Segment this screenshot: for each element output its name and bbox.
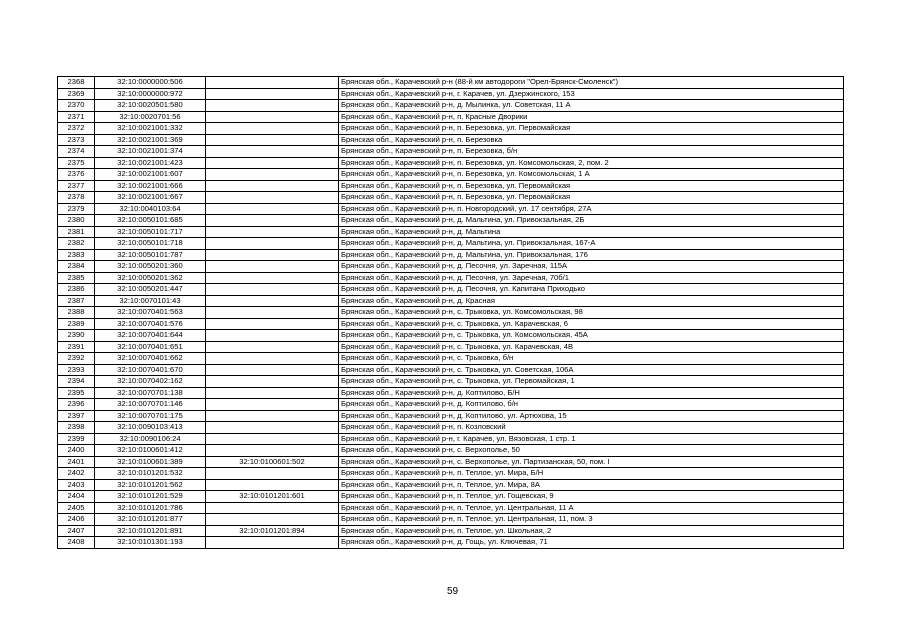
page-number: 59 [446,586,459,597]
table-row [58,261,844,273]
previous-cadastral-number-cell [206,203,339,215]
address-cell: Брянская обл., Карачевский р-н, с. Верхополье, ул. Партизанская, 50, пом. I [339,456,844,468]
previous-cadastral-number-cell [206,215,339,227]
previous-cadastral-number-cell: 32:10:0100601:502 [206,456,339,468]
cadastral-number-cell: 32:10:0050101:717 [95,226,206,238]
table-row [58,295,844,307]
row-number-cell: 2402 [58,468,95,480]
cadastral-number-cell: 32:10:0100601:412 [95,445,206,457]
previous-cadastral-number-cell [206,537,339,549]
cadastral-number-cell: 32:10:0021001:667 [95,192,206,204]
table-row [58,330,844,342]
address-cell: Брянская обл., Карачевский р-н, п. Березовка, ул. Первомайская [339,192,844,204]
row-number-cell: 2408 [58,537,95,549]
cadastral-number-cell: 32:10:0070401:651 [95,341,206,353]
previous-cadastral-number-cell [206,169,339,181]
table-row [58,307,844,319]
address-cell: Брянская обл., Карачевский р-н, п. Новгородский, ул. 17 сентября, 27А [339,203,844,215]
row-number-cell: 2406 [58,514,95,526]
previous-cadastral-number-cell [206,272,339,284]
address-cell: Брянская обл., Карачевский р-н, д. Мальтина, ул. Привокзальная, 167-А [339,238,844,250]
row-number-cell: 2391 [58,341,95,353]
previous-cadastral-number-cell [206,295,339,307]
cadastral-number-cell: 32:10:0050101:787 [95,249,206,261]
address-cell: Брянская обл., Карачевский р-н, г. Карачев, ул. Вязовская, 1 стр. 1 [339,433,844,445]
row-number-cell: 2381 [58,226,95,238]
table-row [58,272,844,284]
row-number-cell: 2379 [58,203,95,215]
address-cell: Брянская обл., Карачевский р-н, п. Теплое, ул. Мира, 8А [339,479,844,491]
previous-cadastral-number-cell [206,422,339,434]
cadastral-number-cell: 32:10:0050101:685 [95,215,206,227]
previous-cadastral-number-cell [206,192,339,204]
previous-cadastral-number-cell [206,134,339,146]
cadastral-number-cell: 32:10:0070401:644 [95,330,206,342]
previous-cadastral-number-cell [206,399,339,411]
row-number-cell: 2407 [58,525,95,537]
previous-cadastral-number-cell [206,387,339,399]
previous-cadastral-number-cell [206,353,339,365]
cadastral-number-cell: 32:10:0101201:891 [95,525,206,537]
previous-cadastral-number-cell [206,261,339,273]
row-number-cell: 2405 [58,502,95,514]
address-cell: Брянская обл., Карачевский р-н, с. Трыковка, ул. Карачевская, 6 [339,318,844,330]
cadastral-number-cell: 32:10:0070701:146 [95,399,206,411]
cadastral-number-cell: 32:10:0101201:532 [95,468,206,480]
cadastral-number-cell: 32:10:0090106:24 [95,433,206,445]
row-number-cell: 2378 [58,192,95,204]
previous-cadastral-number-cell [206,111,339,123]
address-cell: Брянская обл., Карачевский р-н, с. Трыковка, ул. Карачевская, 4В [339,341,844,353]
cadastral-number-cell: 32:10:0070701:175 [95,410,206,422]
address-cell: Брянская обл., Карачевский р-н, п. Теплое, ул. Школьная, 2 [339,525,844,537]
address-cell: Брянская обл., Карачевский р-н, с. Трыковка, ул. Советская, 106А [339,364,844,376]
address-cell: Брянская обл., Карачевский р-н, п. Теплое, ул. Мира, Б/Н [339,468,844,480]
row-number-cell: 2380 [58,215,95,227]
address-cell: Брянская обл., Карачевский р-н, п. Березовка, ул. Первомайская [339,180,844,192]
row-number-cell: 2390 [58,330,95,342]
row-number-cell: 2376 [58,169,95,181]
table-row [58,249,844,261]
cadastral-number-cell: 32:10:0050101:718 [95,238,206,250]
cadastral-number-cell: 32:10:0070401:670 [95,364,206,376]
table-row [58,387,844,399]
row-number-cell: 2399 [58,433,95,445]
row-number-cell: 2385 [58,272,95,284]
address-cell: Брянская обл., Карачевский р-н, д. Мальтина [339,226,844,238]
previous-cadastral-number-cell [206,502,339,514]
row-number-cell: 2392 [58,353,95,365]
table-row [58,399,844,411]
address-cell: Брянская обл., Карачевский р-н, д. Песочня, ул. Капитана Приходько [339,284,844,296]
table-row [58,433,844,445]
cadastral-number-cell: 32:10:0021001:607 [95,169,206,181]
address-cell: Брянская обл., Карачевский р-н, п. Козловский [339,422,844,434]
table-row [58,203,844,215]
table-row [58,502,844,514]
cadastral-number-cell: 32:10:0050201:362 [95,272,206,284]
table-row [58,226,844,238]
cadastral-number-cell: 32:10:0070701:138 [95,387,206,399]
row-number-cell: 2382 [58,238,95,250]
row-number-cell: 2387 [58,295,95,307]
cadastral-number-cell: 32:10:0021001:369 [95,134,206,146]
row-number-cell: 2373 [58,134,95,146]
row-number-cell: 2395 [58,387,95,399]
table-row [58,445,844,457]
previous-cadastral-number-cell [206,284,339,296]
previous-cadastral-number-cell [206,100,339,112]
cadastral-number-cell: 32:10:0020701:56 [95,111,206,123]
address-cell: Брянская обл., Карачевский р-н, д. Коптилово, Б/Н [339,387,844,399]
previous-cadastral-number-cell [206,146,339,158]
previous-cadastral-number-cell [206,249,339,261]
previous-cadastral-number-cell [206,514,339,526]
address-cell: Брянская обл., Карачевский р-н, п. Березовка, ул. Первомайская [339,123,844,135]
cadastral-number-cell: 32:10:0040103:64 [95,203,206,215]
cadastral-number-cell: 32:10:0101201:529 [95,491,206,503]
cadastral-number-cell: 32:10:0021001:374 [95,146,206,158]
table-row [58,180,844,192]
row-number-cell: 2389 [58,318,95,330]
table-row [58,410,844,422]
table-row [58,491,844,503]
address-cell: Брянская обл., Карачевский р-н, д. Мальтина, ул. Привокзальная, 2Б [339,215,844,227]
previous-cadastral-number-cell [206,77,339,89]
cadastral-number-cell: 32:10:0050201:447 [95,284,206,296]
address-cell: Брянская обл., Карачевский р-н, д. Коптилово, б/н [339,399,844,411]
address-cell: Брянская обл., Карачевский р-н, д. Красная [339,295,844,307]
table-row [58,468,844,480]
table-row [58,318,844,330]
table-row [58,100,844,112]
registry-table-body [58,77,844,549]
table-row [58,422,844,434]
previous-cadastral-number-cell [206,180,339,192]
address-cell: Брянская обл., Карачевский р-н, п. Теплое, ул. Гощевская, 9 [339,491,844,503]
table-row [58,77,844,89]
table-row [58,238,844,250]
address-cell: Брянская обл., Карачевский р-н, п. Березовка, б/н [339,146,844,158]
row-number-cell: 2388 [58,307,95,319]
address-cell: Брянская обл., Карачевский р-н, с. Трыковка, ул. Комсомольская, 98 [339,307,844,319]
address-cell: Брянская обл., Карачевский р-н (88-й км автодороги "Орел-Брянск-Смоленск") [339,77,844,89]
table-row [58,146,844,158]
cadastral-number-cell: 32:10:0070402:162 [95,376,206,388]
cadastral-number-cell: 32:10:0021001:423 [95,157,206,169]
previous-cadastral-number-cell [206,410,339,422]
table-row [58,169,844,181]
cadastral-number-cell: 32:10:0100601:389 [95,456,206,468]
table-row [58,215,844,227]
cadastral-number-cell: 32:10:0000000:972 [95,88,206,100]
row-number-cell: 2400 [58,445,95,457]
cadastral-number-cell: 32:10:0070401:662 [95,353,206,365]
table-row [58,525,844,537]
cadastral-number-cell: 32:10:0070101:43 [95,295,206,307]
row-number-cell: 2374 [58,146,95,158]
table-row [58,341,844,353]
address-cell: Брянская обл., Карачевский р-н, п. Березовка, ул. Комсомольская, 2, пом. 2 [339,157,844,169]
previous-cadastral-number-cell [206,330,339,342]
row-number-cell: 2403 [58,479,95,491]
address-cell: Брянская обл., Карачевский р-н, с. Трыковка, ул. Комсомольская, 45А [339,330,844,342]
row-number-cell: 2371 [58,111,95,123]
address-cell: Брянская обл., Карачевский р-н, с. Трыковка, ул. Первомайская, 1 [339,376,844,388]
row-number-cell: 2384 [58,261,95,273]
address-cell: Брянская обл., Карачевский р-н, с. Верхополье, 50 [339,445,844,457]
registry-table [57,76,844,549]
previous-cadastral-number-cell [206,318,339,330]
table-row [58,514,844,526]
table-row [58,456,844,468]
row-number-cell: 2394 [58,376,95,388]
row-number-cell: 2397 [58,410,95,422]
table-row [58,537,844,549]
address-cell: Брянская обл., Карачевский р-н, д. Песочня, ул. Заречная, 115А [339,261,844,273]
row-number-cell: 2398 [58,422,95,434]
cadastral-number-cell: 32:10:0101201:877 [95,514,206,526]
row-number-cell: 2368 [58,77,95,89]
table-row [58,88,844,100]
row-number-cell: 2383 [58,249,95,261]
address-cell: Брянская обл., Карачевский р-н, д. Мылинка, ул. Советская, 11 А [339,100,844,112]
address-cell: Брянская обл., Карачевский р-н, д. Гощь, ул. Ключевая, 71 [339,537,844,549]
previous-cadastral-number-cell: 32:10:0101201:894 [206,525,339,537]
cadastral-number-cell: 32:10:0070401:563 [95,307,206,319]
table-row [58,364,844,376]
previous-cadastral-number-cell [206,157,339,169]
row-number-cell: 2372 [58,123,95,135]
previous-cadastral-number-cell [206,364,339,376]
row-number-cell: 2396 [58,399,95,411]
address-cell: Брянская обл., Карачевский р-н, п. Березовка, ул. Комсомольская, 1 А [339,169,844,181]
previous-cadastral-number-cell [206,238,339,250]
row-number-cell: 2393 [58,364,95,376]
table-row [58,157,844,169]
cadastral-number-cell: 32:10:0021001:332 [95,123,206,135]
previous-cadastral-number-cell [206,123,339,135]
previous-cadastral-number-cell [206,468,339,480]
address-cell: Брянская обл., Карачевский р-н, с. Трыковка, б/н [339,353,844,365]
row-number-cell: 2386 [58,284,95,296]
row-number-cell: 2401 [58,456,95,468]
cadastral-number-cell: 32:10:0090103:413 [95,422,206,434]
address-cell: Брянская обл., Карачевский р-н, д. Мальтина, ул. Привокзальная, 176 [339,249,844,261]
previous-cadastral-number-cell [206,479,339,491]
cadastral-number-cell: 32:10:0070401:576 [95,318,206,330]
previous-cadastral-number-cell [206,445,339,457]
table-row [58,111,844,123]
address-cell: Брянская обл., Карачевский р-н, п. Теплое, ул. Центральная, 11, пом. 3 [339,514,844,526]
previous-cadastral-number-cell [206,226,339,238]
table-row [58,123,844,135]
cadastral-number-cell: 32:10:0101301:193 [95,537,206,549]
previous-cadastral-number-cell [206,307,339,319]
previous-cadastral-number-cell [206,376,339,388]
table-row [58,376,844,388]
previous-cadastral-number-cell: 32:10:0101201:601 [206,491,339,503]
address-cell: Брянская обл., Карачевский р-н, п. Теплое, ул. Центральная, 11 А [339,502,844,514]
cadastral-number-cell: 32:10:0000000:506 [95,77,206,89]
address-cell: Брянская обл., Карачевский р-н, д. Коптилово, ул. Артюхова, 15 [339,410,844,422]
table-row [58,134,844,146]
table-row [58,479,844,491]
previous-cadastral-number-cell [206,341,339,353]
table-row [58,192,844,204]
table-row [58,353,844,365]
table-row [58,284,844,296]
row-number-cell: 2404 [58,491,95,503]
previous-cadastral-number-cell [206,88,339,100]
cadastral-number-cell: 32:10:0050201:360 [95,261,206,273]
cadastral-number-cell: 32:10:0020501:580 [95,100,206,112]
row-number-cell: 2369 [58,88,95,100]
row-number-cell: 2377 [58,180,95,192]
previous-cadastral-number-cell [206,433,339,445]
cadastral-number-cell: 32:10:0101201:562 [95,479,206,491]
address-cell: Брянская обл., Карачевский р-н, п. Красные Дворики [339,111,844,123]
row-number-cell: 2375 [58,157,95,169]
address-cell: Брянская обл., Карачевский р-н, г. Карачев, ул. Дзержинского, 153 [339,88,844,100]
cadastral-number-cell: 32:10:0101201:786 [95,502,206,514]
address-cell: Брянская обл., Карачевский р-н, д. Песочня, ул. Заречная, 70б/1 [339,272,844,284]
row-number-cell: 2370 [58,100,95,112]
cadastral-number-cell: 32:10:0021001:666 [95,180,206,192]
address-cell: Брянская обл., Карачевский р-н, п. Березовка [339,134,844,146]
